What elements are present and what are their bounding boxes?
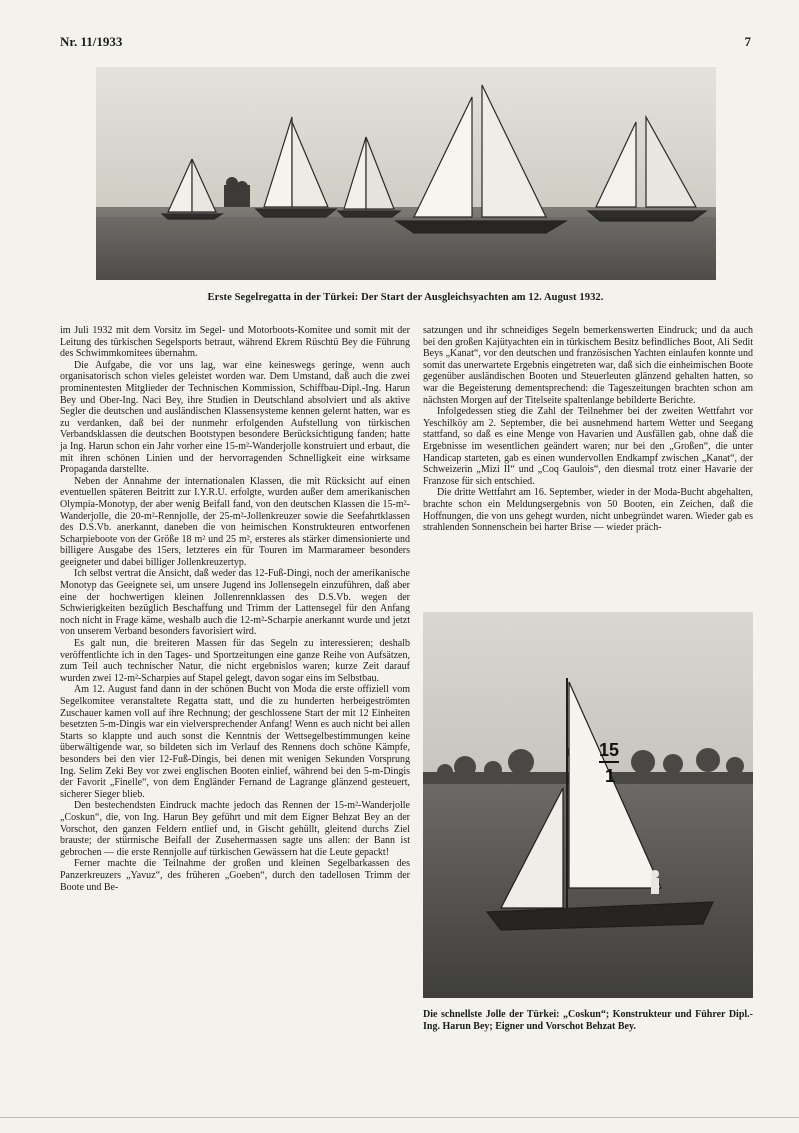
- coskun-dinghy-photo: [423, 612, 753, 998]
- paragraph: Ich selbst vertrat die Ansicht, daß weder das 12-Fuß-Dingi, noch der amerikanische Monotyp das Geeignete sei, um unsere Jugend ins Jollensegeln einzuführen, daß aber eine der hochwertigen kleinen Jollenrennklassen des D.S.Vb. wegen der Schwierigkeiten bezüglich Beschaffung und Trimm der Lattensegel für den Anfang noch nicht in Frage käme, weshalb auch die 12-m²-Scharpie anerkannt wurde und jetzt von unserem Verband besonders favorisiert wird.: [60, 568, 410, 638]
- paragraph: Am 12. August fand dann in der schönen Bucht von Moda die erste offiziell vom Segelkomitee veranstaltete Regatta statt, und die zu hunderten herbeigeströmten Zuschauer kamen voll auf ihre Rechnung; der geschlossene Start der mit 12 Einheiten besetzten 5-m-Dingis war ein vielversprechender Anfang! Wenn es auch nicht bei allen Starts so klappte und auch sonst die Kenntnis der Wettsegelbestimmungen keine überwältigende war, so bildeten sich im Verlauf des Rennens doch schöne Kämpfe, besonders bei den vier 12-Fuß-Dingis, bei denen mit wenigen Sekunden Vorsprung Ing. Selim Zeki Bey vor zwei englischen Booten einlief, während bei den 5-m-Dingis der Favorit „Finelle“, von dem Engländer Fernand de Lagrange glänzend gesteuert, sicherer Sieger blieb.: [60, 684, 410, 800]
- paragraph: Es galt nun, die breiteren Massen für das Segeln zu interessieren; deshalb veröffentlichte ich in den Tages- und Sportzeitungen eine ganze Reihe von Aufsätzen, zum Teil auch technischer Natur, die nicht ergebnislos waren; kurze Zeit darauf wurden zwei 12-m²-Scharpies auf Stapel gelegt, davon sogar eins im Selbstbau.: [60, 638, 410, 684]
- sail-number-bottom: 1: [605, 766, 616, 786]
- page-number: 7: [744, 34, 751, 49]
- paragraph: Neben der Annahme der internationalen Klassen, die mit Rücksicht auf einen eventuellen späteren Beitritt zur I.Y.R.U. erfolgte, wurden außer dem amerikanischen Olympia-Monotyp, der aber wenig Beifall fand, von den deutschen Klassen die 15-m²-Wanderjolle, die 20-m²-Rennjolle, der 25-m²-Jollenkreuzer sowie die Seefahrtklassen des D.S.Vb. anerkannt, daneben die von heimischen Konstrukteuren entworfenen Scharpieboote von der Größe 18 m² und 25 m², ersteres als stärker dimensionierte und billigere Ausgabe des 15ers, letzteres ein für Touren im Marmarameer besonders geeigneter und dabei billiger Jollenkreuzertyp.: [60, 475, 410, 568]
- right-text-column: [423, 325, 753, 534]
- paragraph: Infolgedessen stieg die Zahl der Teilnehmer bei der zweiten Wettfahrt vor Yeschilköy am 2. September, die bei ausnehmend hartem Wetter und Seegang stattfand, so daß es eine Menge von Havarien und Ausfällen gab, ohne daß die Ergebnisse im wesentlichen geändert waren; nur bei den „Großen“, die unter Handicap starteten, gab es einen wundervollen Endkampf zwischen „Kanat“, der Schweizerin „Mizi II“ und „Coq Gaulois“, den diesmal trotz einer Havarie der Franzose für sich entschied.: [423, 406, 753, 487]
- paragraph: Die dritte Wettfahrt am 16. September, wieder in der Moda-Bucht abgehalten, brachte schon ein Meldungsergebnis von 50 Booten, ein Zeichen, daß die Hoffnungen, die von uns gehegt wurden, nicht unbegründet waren. Wieder gab es strahlenden Sonnenschein bei harter Brise — wieder präch-: [423, 487, 753, 534]
- right-photo-caption: Die schnellste Jolle der Türkei: „Coskun“; Konstrukteur und Führer Dipl.-Ing. Harun Bey; Eigner und Vorschot Behzat Bey.: [423, 1009, 753, 1032]
- bottom-rule: [0, 1117, 799, 1118]
- paragraph: satzungen und ihr schneidiges Segeln bemerkenswerten Eindruck; und da auch bei den großen Kajütyachten ein in türkischem Besitz befindliches Boot, Ali Sedit Beys „Kanat“, vor den deutschen und französischen Yachten einlaufen konnte und somit das unerwartete Ergebnis eingetreten war, daß sich die einheimischen Boote gegenüber ausländischen Booten und Steuerleuten glänzend gehalten hatten, so war die Begeisterung dementsprechend: die Tageszeitungen brachten schon am nächsten Morgen auf der Titelseite spaltenlange bebilderte Berichte.: [423, 325, 753, 406]
- top-photo-caption: Erste Segelregatta in der Türkei: Der Start der Ausgleichsyachten am 12. August 1932.: [207, 292, 604, 303]
- regatta-start-photo: [96, 67, 716, 280]
- paragraph: Den bestechendsten Eindruck machte jedoch das Rennen der 15-m²-Wanderjolle „Coskun“, die, von Ing. Harun Bey geführt und mit dem Eigner Behzat Bey an der Vorschot, den ganzen Feldern entlief und, in Gischt gehüllt, gleitend durchs Ziel brauste; der stürmische Beifall der Zusehermassen sagte uns allen: der Bann ist gebrochen — die erste Rennjolle auf türkischen Gewässern hat die Leute gepackt!: [60, 800, 410, 858]
- sail-number-top: 15: [599, 740, 620, 760]
- page-header: [60, 34, 751, 50]
- left-text-column: [60, 325, 410, 893]
- paragraph: Ferner machte die Teilnahme der großen und kleinen Segelbarkassen des Panzerkreuzers „Yavuz“, des früheren „Goeben“, durch den tadellosen Trimm der Boote und Be-: [60, 858, 410, 893]
- issue-number: Nr. 11/1933: [60, 34, 123, 49]
- paragraph: Die Aufgabe, die vor uns lag, war eine keineswegs geringe, wenn auch organisatorisch schon vieles geleistet worden war. Dem Umstand, daß auch die zwei prominentesten Mitglieder der Technischen Kommission, Schiffbau-Dipl.-Ing. Harun Bey und Ober-Ing. Naci Bey, ihre Studien in Deutschland absolviert und als aktive Segler die deutschen und ausländischen Klassensysteme kennen gelernt hatten, war es zu verdanken, daß bei der nunmehr erfolgenden Aufstellung von türkischen Verbandsklassen die deutschen Bootstypen besondere Berücksichtigung fanden; hatte ja Ing. Harun schon ein Jahr vorher eine 15-m²-Wanderjolle konstruiert und erbaut, die mit ihren schönen Linien und der hervorragenden Schnelligkeit eine wirksame Propaganda darstellte.: [60, 359, 410, 476]
- paragraph: im Juli 1932 mit dem Vorsitz im Segel- und Motorboots-Komitee und somit mit der Leitung des türkischen Segelsports betraut, während Ekrem Rüschtü Bey die Führung des Schwimmkomitees übernahm.: [60, 325, 410, 360]
